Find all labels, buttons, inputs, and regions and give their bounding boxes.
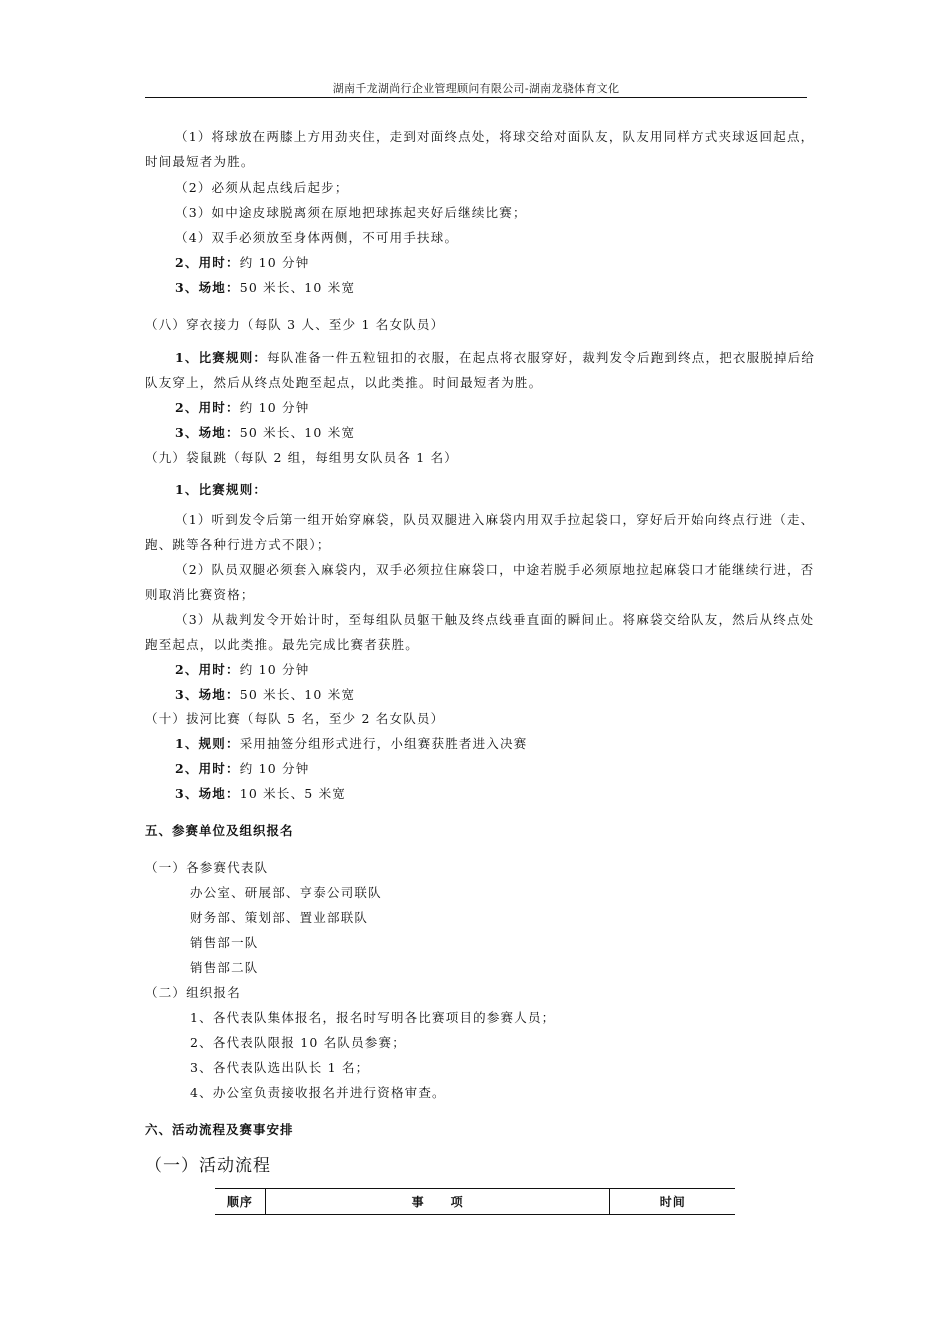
part-5-heading: 五、参赛单位及组织报名 [145, 823, 294, 838]
section-8-venue-line [175, 424, 355, 442]
time-label: 2、用时： [175, 400, 240, 415]
time-line [175, 254, 309, 272]
team-item: 办公室、研展部、亨泰公司联队 [190, 885, 382, 900]
section-10-rules-line [175, 735, 527, 753]
table-header-row [215, 1189, 735, 1215]
part-5-sub-1: （一）各参赛代表队 [145, 860, 269, 875]
signup-item: 4、办公室负责接收报名并进行资格审查。 [190, 1085, 446, 1100]
section-9-rule-1-line-2: 跑、跳等各种行进方式不限）； [145, 537, 331, 552]
team-item: 销售部二队 [190, 960, 259, 975]
time-label: 2、用时： [175, 255, 240, 270]
team-item: 财务部、策划部、置业部联队 [190, 910, 369, 925]
rule-3: （3）如中途皮球脱离须在原地把球拣起夹好后继续比赛； [175, 205, 527, 220]
page-header: 湖南千龙湖尚行企业管理顾问有限公司-湖南龙骁体育文化 [332, 82, 620, 95]
signup-item: 3、各代表队选出队长 1 名； [190, 1060, 370, 1075]
section-9-rules-label: 1、比赛规则： [175, 482, 268, 497]
header-rule [145, 97, 807, 98]
col-time-header: 时间 [610, 1189, 735, 1215]
section-10-title: （十）拔河比赛（每队 5 名，至少 2 名女队员） [145, 711, 445, 726]
venue-label: 3、场地： [175, 786, 240, 801]
rules-value: 采用抽签分组形式进行，小组赛获胜者进入决赛 [239, 736, 528, 751]
rule-2: （2）必须从起点线后起步； [175, 180, 349, 195]
time-label: 2、用时： [175, 662, 240, 677]
venue-line [175, 279, 355, 297]
section-9-rule-3-line-2: 跑至起点，以此类推。最先完成比赛者获胜。 [145, 637, 420, 652]
venue-value: 50 米长、10 米宽 [239, 425, 356, 440]
section-10-venue-line [175, 785, 346, 803]
time-label: 2、用时： [175, 761, 240, 776]
col-order-header: 顺序 [215, 1189, 265, 1215]
section-9-rule-2-line-1: （2）队员双腿必须套入麻袋内，双手必须拉住麻袋口，中途若脱手必须原地拉起麻袋口才能继续行进，否 [175, 562, 815, 577]
venue-value: 10 米长、5 米宽 [239, 786, 347, 801]
rules-text: 每队准备一件五粒钮扣的衣服，在起点将衣服穿好，裁判发令后跑到终点，把衣服脱掉后给 [267, 350, 816, 365]
section-8-title: （八）穿衣接力（每队 3 人、至少 1 名女队员） [145, 317, 445, 332]
section-9-rule-3-line-1: （3）从裁判发令开始计时，至每组队员躯干触及终点线垂直面的瞬间止。将麻袋交给队友，然后从终点处 [175, 612, 815, 627]
time-value: 约 10 分钟 [239, 255, 310, 270]
part-6-sub-1: （一）活动流程 [145, 1156, 271, 1176]
rule-1-line-2: 时间最短者为胜。 [145, 154, 255, 169]
signup-item: 1、各代表队集体报名，报名时写明各比赛项目的参赛人员； [190, 1010, 556, 1025]
time-value: 约 10 分钟 [239, 400, 310, 415]
section-10-time-line [175, 760, 309, 778]
section-8-rules-line-2: 队友穿上，然后从终点处跑至起点，以此类推。时间最短者为胜。 [145, 375, 543, 390]
venue-value: 50 米长、10 米宽 [239, 280, 356, 295]
signup-item: 2、各代表队限报 10 名队员参赛； [190, 1035, 406, 1050]
time-value: 约 10 分钟 [239, 662, 310, 677]
venue-value: 50 米长、10 米宽 [239, 687, 356, 702]
rule-1-line-1: （1）将球放在两膝上方用劲夹住，走到对面终点处，将球交给对面队友，队友用同样方式夹球返回起点， [175, 129, 815, 144]
part-5-sub-2: （二）组织报名 [145, 985, 241, 1000]
part-6-heading: 六、活动流程及赛事安排 [145, 1122, 294, 1137]
section-9-venue-line [175, 686, 355, 704]
venue-label: 3、场地： [175, 280, 240, 295]
rules-label: 1、规则： [175, 736, 240, 751]
team-item: 销售部一队 [190, 935, 259, 950]
time-value: 约 10 分钟 [239, 761, 310, 776]
section-9-rule-1-line-1: （1）听到发令后第一组开始穿麻袋，队员双腿进入麻袋内用双手拉起袋口，穿好后开始向终点行进（走、 [175, 512, 815, 527]
section-9-rule-2-line-2: 则取消比赛资格； [145, 587, 255, 602]
col-item-header: 事 项 [265, 1189, 610, 1215]
section-9-title: （九）袋鼠跳（每队 2 组，每组男女队员各 1 名） [145, 450, 459, 465]
section-8-time-line [175, 399, 309, 417]
rules-label: 1、比赛规则： [175, 350, 268, 365]
venue-label: 3、场地： [175, 687, 240, 702]
rule-4: （4）双手必须放至身体两侧，不可用手扶球。 [175, 230, 459, 245]
venue-label: 3、场地： [175, 425, 240, 440]
section-9-time-line [175, 661, 309, 679]
section-8-rules-line-1 [175, 349, 816, 367]
schedule-table [215, 1188, 735, 1215]
